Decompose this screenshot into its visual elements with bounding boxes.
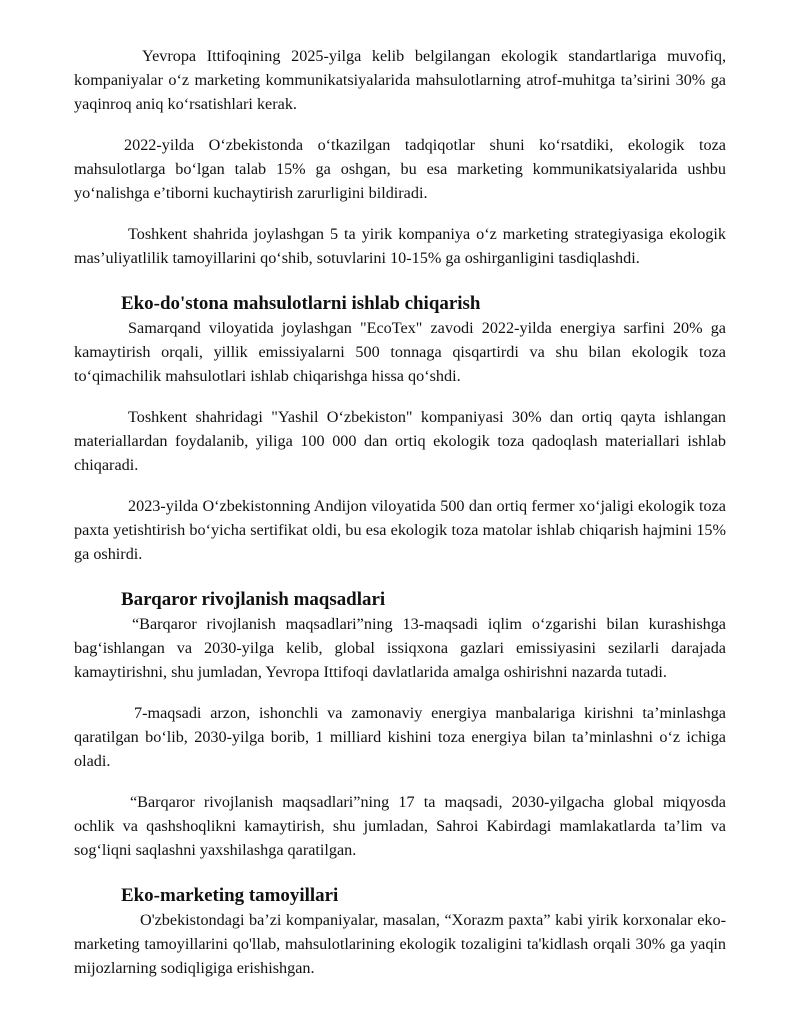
- section-paragraph: 7-maqsadi arzon, ishonchli va zamonaviy energiya manbalariga kirishni ta’minlashga qaratilgan bo‘lib, 2030-yilga borib, 1 milliard kishini toza energiya bilan ta’minlashni o‘z ichiga oladi.: [74, 704, 726, 770]
- section-sustainable-goals: [74, 588, 726, 862]
- intro-paragraph-1: Yevropa Ittifoqining 2025-yilga kelib belgilangan ekologik standartlariga muvofiq, kompaniyalar o‘z marketing kommunikatsiyalarida mahsulotlarning atrof-muhitga ta’sirini 30% ga yaqinroq aniq ko‘rsatishlari kerak.: [74, 47, 726, 113]
- document-page: [74, 44, 726, 997]
- section-heading: Barqaror rivojlanish maqsadlari: [121, 589, 386, 610]
- section-paragraph: “Barqaror rivojlanish maqsadlari”ning 13-maqsadi iqlim o‘zgarishi bilan kurashishga bag‘ishlangan va 2030-yilga kelib, global issiqxona gazlari emissiyasini sezilarli darajada kamaytirishni, shu jumladan, Yevropa Ittifoqi davlatlarida amalga oshirishni nazarda tutadi.: [74, 615, 726, 681]
- section-paragraph: “Barqaror rivojlanish maqsadlari”ning 17 ta maqsadi, 2030-yilgacha global miqyosda ochlik va qashshoqlikni kamaytirish, shu jumladan, Sahroi Kabirdagi mamlakatlarda ta’lim va sog‘liqni saqlashni yaxshilashga qaratilgan.: [74, 793, 726, 859]
- intro-paragraph-2: 2022-yilda O‘zbekistonda o‘tkazilgan tadqiqotlar shuni ko‘rsatdiki, ekologik toza mahsulotlarga bo‘lgan talab 15% ga oshgan, bu esa marketing kommunikatsiyalarida ushbu yo‘nalishga e’tiborni kuchaytirish zarurligini bildiradi.: [74, 136, 726, 202]
- section-paragraph: 2023-yilda O‘zbekistonning Andijon viloyatida 500 dan ortiq fermer xo‘jaligi ekologik toza paxta yetishtirish bo‘yicha sertifikat oldi, bu esa ekologik toza matolar ishlab chiqarish hajmini 15% ga oshirdi.: [74, 497, 726, 563]
- section-eco-production: [74, 292, 726, 566]
- section-paragraph: Toshkent shahridagi "Yashil O‘zbekiston" kompaniyasi 30% dan ortiq qayta ishlangan materiallardan foydalanib, yiliga 100 000 dan ortiq ekologik toza qadoqlash materiallari ishlab chiqaradi.: [74, 408, 726, 474]
- section-paragraph: Samarqand viloyatida joylashgan "EcoTex" zavodi 2022-yilda energiya sarfini 20% ga kamaytirish orqali, yillik emissiyalarni 500 tonnaga qisqartirdi va shu bilan ekologik toza to‘qimachilik mahsulotlari ishlab chiqarishga hissa qo‘shdi.: [74, 319, 726, 385]
- section-paragraph: O'zbekistondagi ba’zi kompaniyalar, masalan, “Xorazm paxta” kabi yirik korxonalar eko-marketing tamoyillarini qo'llab, mahsulotlarining ekologik tozaligini ta'kidlash orqali 30% ga yaqin mijozlarning sodiqligiga erishishgan.: [74, 911, 726, 977]
- section-eco-marketing: [74, 884, 726, 980]
- section-heading: Eko-do'stona mahsulotlarni ishlab chiqarish: [121, 293, 481, 314]
- section-heading: Eko-marketing tamoyillari: [121, 885, 339, 906]
- intro-paragraph-3: Toshkent shahrida joylashgan 5 ta yirik kompaniya o‘z marketing strategiyasiga ekologik mas’uliyatlilik tamoyillarini qo‘shib, sotuvlarini 10-15% ga oshirganligini tasdiqlashdi.: [74, 225, 726, 267]
